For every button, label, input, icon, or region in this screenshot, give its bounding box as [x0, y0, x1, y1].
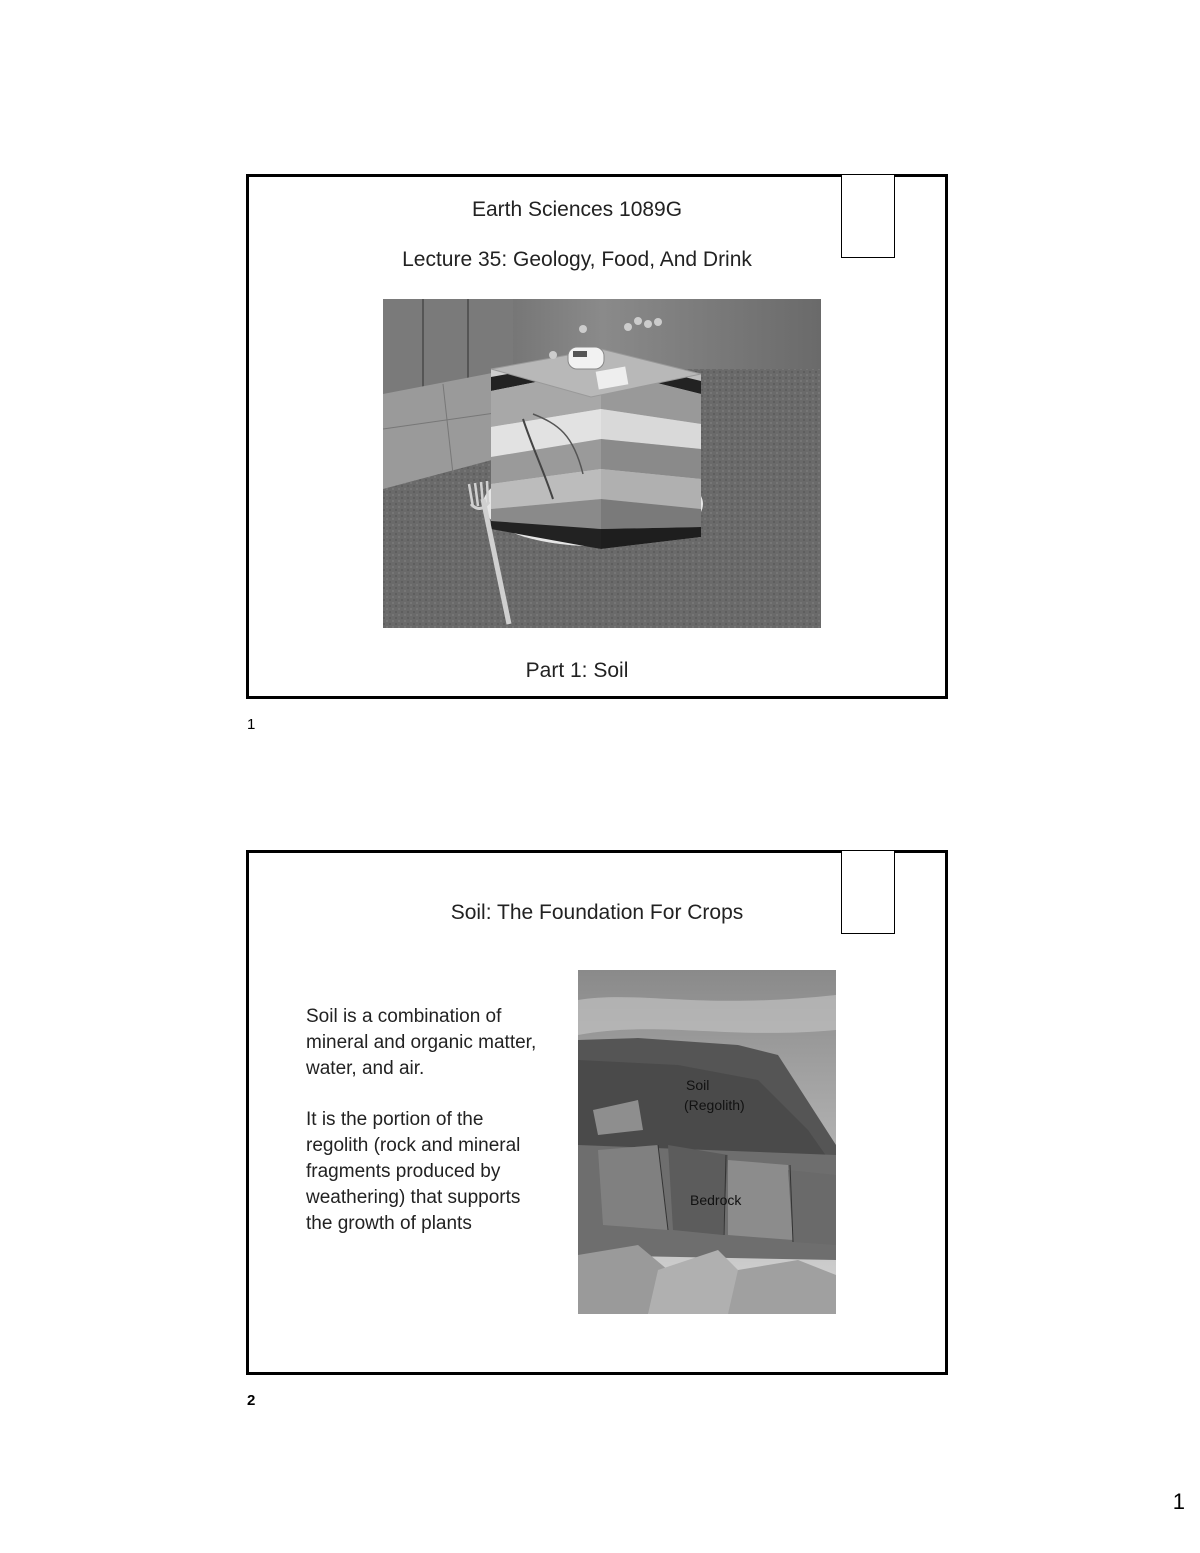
rock-outcrop-photo	[578, 970, 836, 1314]
layered-geology-cake-photo	[383, 299, 821, 628]
page-number: 1	[1172, 1489, 1185, 1514]
part-title: Part 1: Soil	[525, 659, 629, 682]
bedrock-label: Bedrock	[690, 1192, 742, 1208]
slide-title: Soil: The Foundation For Crops	[450, 901, 744, 924]
body-paragraph: It is the portion of the regolith (rock and mineral fragments produced by weathering) that supports the growth of plants	[306, 1109, 521, 1234]
lecture-title: Lecture 35: Geology, Food, And Drink	[402, 248, 752, 271]
soil-label: Soil	[686, 1077, 710, 1093]
course-title: Earth Sciences 1089G	[471, 198, 683, 221]
slide-number: 2	[247, 1392, 256, 1409]
slide-2	[246, 850, 948, 1375]
body-paragraph: Soil is a combination of mineral and organic matter, water, and air.	[306, 1006, 537, 1079]
slide-1	[246, 174, 948, 699]
slide-number: 1	[247, 716, 256, 733]
regolith-label: (Regolith)	[684, 1097, 745, 1113]
